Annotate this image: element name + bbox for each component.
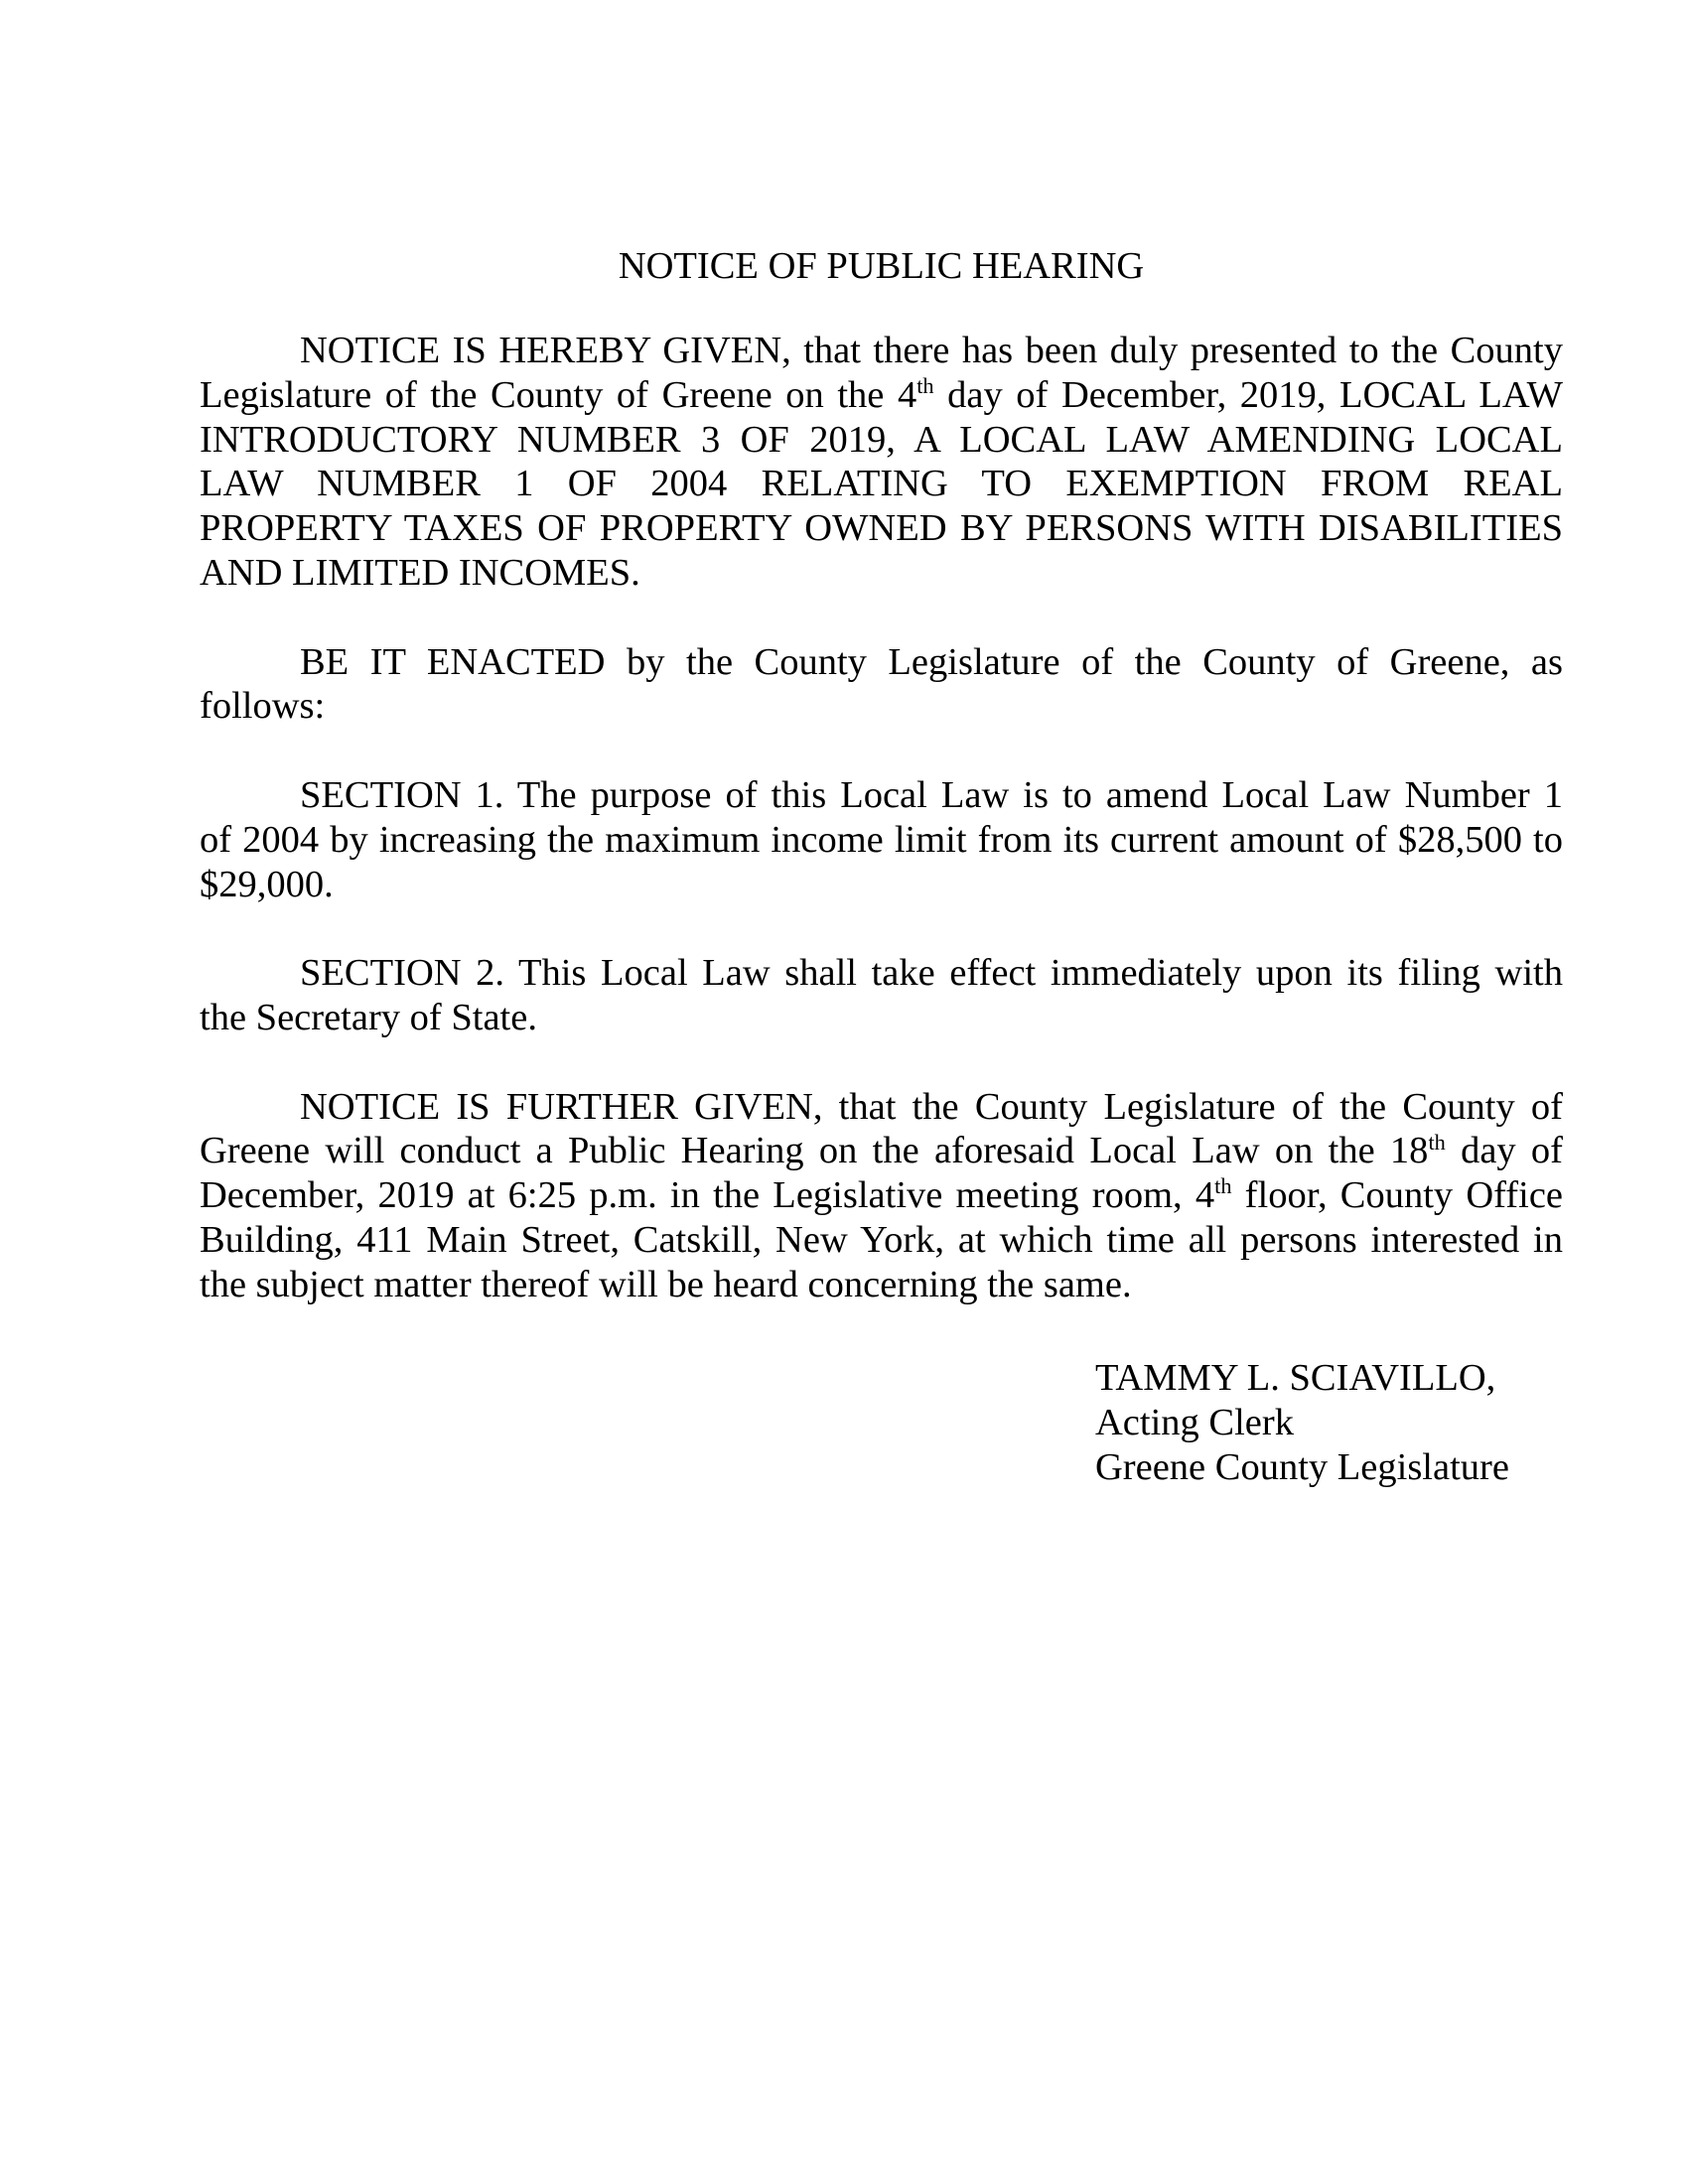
signatory-role: Acting Clerk bbox=[1095, 1401, 1294, 1443]
paragraph-notice bbox=[200, 329, 1563, 596]
signatory-name: TAMMY L. SCIAVILLO, bbox=[1095, 1357, 1496, 1399]
text-line: $29,000. bbox=[200, 863, 334, 905]
text-segment: Greene will conduct a Public Hearing on the aforesaid Local Law on the 18 bbox=[200, 1130, 1429, 1172]
text-line: NOTICE IS FURTHER GIVEN, that the County Legislature of the County of bbox=[300, 1085, 1563, 1128]
document-body bbox=[200, 329, 1563, 1351]
text-line: Building, 411 Main Street, Catskill, New York, at which time all persons interested in bbox=[200, 1218, 1563, 1261]
text-line: PROPERTY TAXES OF PROPERTY OWNED BY PERSONS WITH DISABILITIES bbox=[200, 507, 1563, 550]
text-segment: December, 2019 at 6:25 p.m. in the Legislative meeting room, 4 bbox=[200, 1174, 1215, 1217]
paragraph-further-notice bbox=[200, 1085, 1563, 1307]
ordinal-superscript: th bbox=[916, 372, 934, 398]
text-line: BE IT ENACTED by the County Legislature of the County of Greene, as bbox=[300, 640, 1563, 683]
text-segment: floor, County Office bbox=[1231, 1174, 1563, 1217]
text-line bbox=[200, 1129, 1563, 1173]
text-line: the subject matter thereof will be heard concerning the same. bbox=[200, 1263, 1132, 1305]
text-segment: day of December, 2019, LOCAL LAW bbox=[933, 373, 1563, 416]
text-segment: Legislature of the County of Greene on the 4 bbox=[200, 373, 917, 416]
text-line bbox=[200, 373, 1563, 418]
text-line: NOTICE IS HEREBY GIVEN, that there has been duly presented to the County bbox=[300, 330, 1563, 371]
signatory-organization: Greene County Legislature bbox=[1095, 1445, 1509, 1488]
text-line: AND LIMITED INCOMES. bbox=[200, 551, 640, 594]
text-line: SECTION 2. This Local Law shall take effect immediately upon its filing with bbox=[300, 952, 1563, 995]
paragraph-enacted bbox=[200, 640, 1563, 730]
text-line: INTRODUCTORY NUMBER 3 OF 2019, A LOCAL LAW AMENDING LOCAL bbox=[200, 418, 1563, 461]
text-line bbox=[200, 1173, 1563, 1218]
ordinal-superscript: th bbox=[1214, 1173, 1232, 1199]
paragraph-section-1 bbox=[200, 773, 1563, 906]
paragraph-section-2 bbox=[200, 951, 1563, 1040]
ordinal-superscript: th bbox=[1428, 1129, 1446, 1155]
text-line: follows: bbox=[200, 685, 326, 728]
text-segment: day of bbox=[1445, 1130, 1563, 1172]
text-line: SECTION 1. The purpose of this Local Law is to amend Local Law Number 1 bbox=[300, 773, 1563, 816]
signature-block bbox=[1095, 1356, 1509, 1489]
text-line: LAW NUMBER 1 OF 2004 RELATING TO EXEMPTION FROM REAL bbox=[200, 463, 1563, 505]
text-line: the Secretary of State. bbox=[200, 996, 537, 1038]
page-title: NOTICE OF PUBLIC HEARING bbox=[618, 245, 1145, 287]
text-line: of 2004 by increasing the maximum income limit from its current amount of $28,500 to bbox=[200, 818, 1563, 861]
